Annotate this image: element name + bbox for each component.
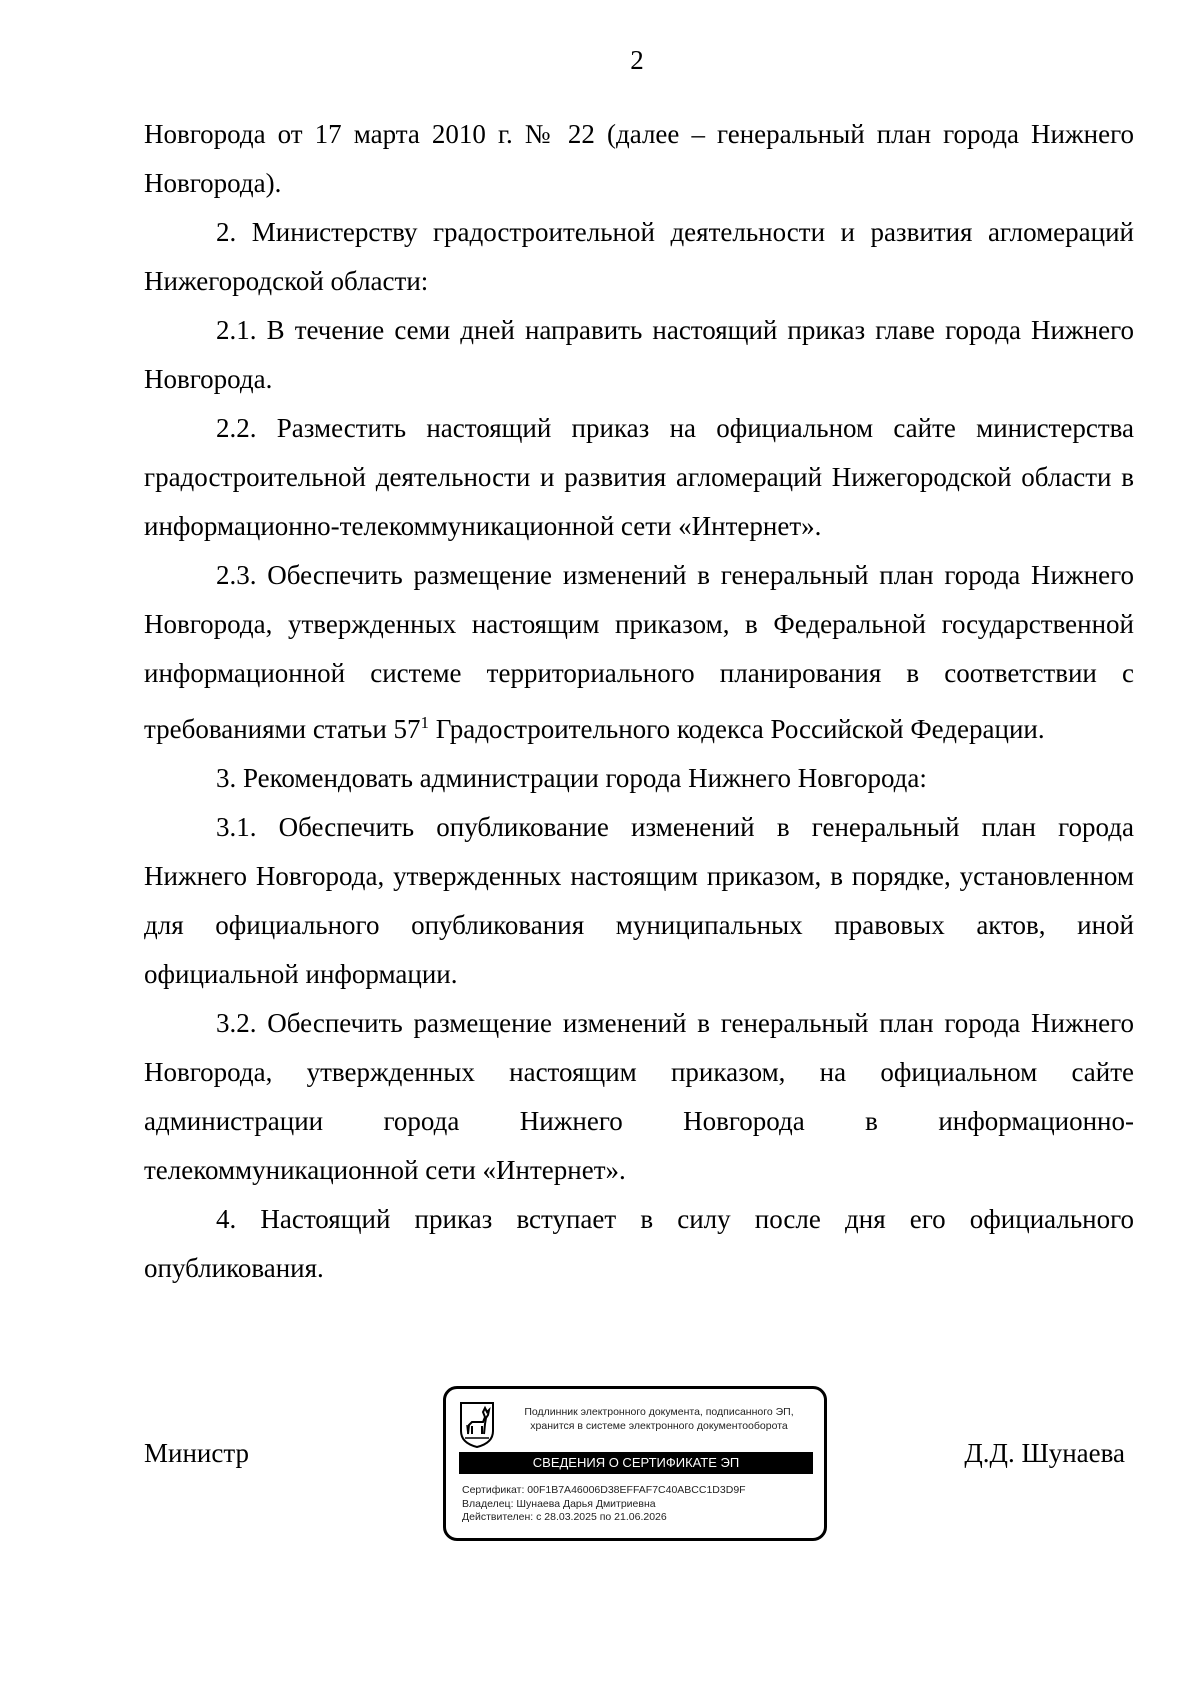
certificate-details xyxy=(462,1484,812,1525)
certificate-validity: Действителен: с 28.03.2025 по 21.06.2026 xyxy=(462,1511,667,1523)
stamp-note-line-2: хранится в системе электронного документооборота xyxy=(530,1420,788,1432)
page-number: 2 xyxy=(630,45,644,75)
paragraph-2: 2. Министерству градостроительной деятельности и развития агломераций Нижегородской области: xyxy=(144,217,1134,296)
stamp-note xyxy=(504,1405,814,1433)
paragraph-3-1: 3.1. Обеспечить опубликование изменений в генеральный план города Нижнего Новгорода, утвержденных настоящим приказом, в порядке, установленном для официального опубликования муниципальных правовых актов, иной официальной информации. xyxy=(144,812,1134,989)
paragraph-3-2-tail: телекоммуникационной сети «Интернет». xyxy=(144,1155,626,1185)
paragraph-3: 3. Рекомендовать администрации города Нижнего Новгорода: xyxy=(216,763,927,793)
stamp-header: СВЕДЕНИЯ О СЕРТИФИКАТЕ ЭП xyxy=(459,1452,813,1474)
paragraph-2-3 xyxy=(144,551,1134,754)
signer-name: Д.Д. Шунаева xyxy=(964,1438,1125,1468)
paragraph-2-1: 2.1. В течение семи дней направить настоящий приказ главе города Нижнего Новгорода. xyxy=(144,315,1134,394)
paragraph-2-3-text: 2.3. Обеспечить размещение изменений в генеральный план города Нижнего Новгорода, утвержденных настоящим приказом, в Федеральной государственной информационной системе территориального планирования в соответствии с требованиями статьи 57 xyxy=(144,560,1134,744)
superscript: 1 xyxy=(420,713,430,732)
stamp-note-line-1: Подлинник электронного документа, подписанного ЭП, xyxy=(524,1406,794,1418)
paragraph-3-2: 3.2. Обеспечить размещение изменений в генеральный план города Нижнего Новгорода, утвержденных настоящим приказом, на официальном сайте администрации города Нижнего Новгорода в информационно- xyxy=(144,1008,1134,1136)
nizhny-novgorod-emblem-icon xyxy=(459,1401,495,1449)
paragraph-continuation: Новгорода от 17 марта 2010 г. № 22 (далее – генеральный план города Нижнего Новгорода). xyxy=(144,119,1134,198)
digital-signature-stamp xyxy=(443,1386,827,1541)
paragraph-2-3-tail: Градостроительного кодекса Российской Федерации. xyxy=(435,714,1045,744)
paragraph-4: 4. Настоящий приказ вступает в силу после дня его официального опубликования. xyxy=(144,1204,1134,1283)
certificate-owner: Владелец: Шунаева Дарья Дмитриевна xyxy=(462,1497,656,1510)
paragraph-2-2: 2.2. Разместить настоящий приказ на официальном сайте министерства градостроительной деятельности и развития агломераций Нижегородской области в информационно-телекоммуникационной сети «Интернет». xyxy=(144,413,1134,541)
signer-position: Министр xyxy=(144,1438,249,1468)
document-body xyxy=(144,110,1134,1293)
certificate-number: Сертификат: 00F1B7A46006D38EFFAF7C40ABCC1D3D9F xyxy=(462,1484,746,1496)
